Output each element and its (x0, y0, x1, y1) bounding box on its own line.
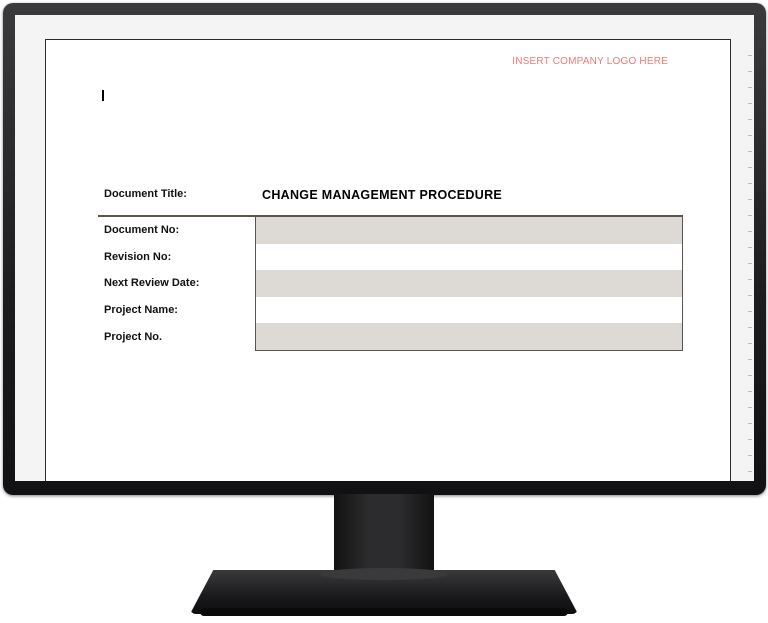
document-title-value[interactable]: CHANGE MANAGEMENT PROCEDURE (262, 188, 503, 202)
monitor-bezel (3, 3, 766, 495)
scroll-ruler (748, 55, 752, 475)
text-cursor (102, 90, 104, 101)
document-fields-table (98, 217, 683, 351)
project-no-label: Project No. (104, 330, 163, 343)
project-no-field[interactable] (256, 323, 683, 350)
monitor-screen (15, 15, 754, 481)
revision-no-field[interactable] (256, 244, 683, 271)
document-no-field[interactable] (256, 217, 683, 244)
project-name-label: Project Name: (104, 303, 178, 316)
revision-no-label: Revision No: (104, 250, 172, 263)
stand-ring (320, 568, 448, 580)
logo-placeholder: INSERT COMPANY LOGO HERE (512, 56, 668, 67)
document-page[interactable] (45, 39, 731, 481)
project-name-field[interactable] (256, 297, 683, 324)
table-row (98, 244, 683, 271)
table-row (98, 323, 683, 350)
base-shadow (200, 608, 568, 616)
monitor-stand-neck (334, 494, 434, 576)
document-title-label: Document Title: (104, 188, 187, 200)
next-review-date-label: Next Review Date: (104, 277, 200, 290)
table-row (98, 270, 683, 297)
next-review-date-field[interactable] (256, 270, 683, 297)
document-no-label: Document No: (104, 224, 180, 237)
table-row (98, 217, 683, 244)
table-row (98, 297, 683, 324)
